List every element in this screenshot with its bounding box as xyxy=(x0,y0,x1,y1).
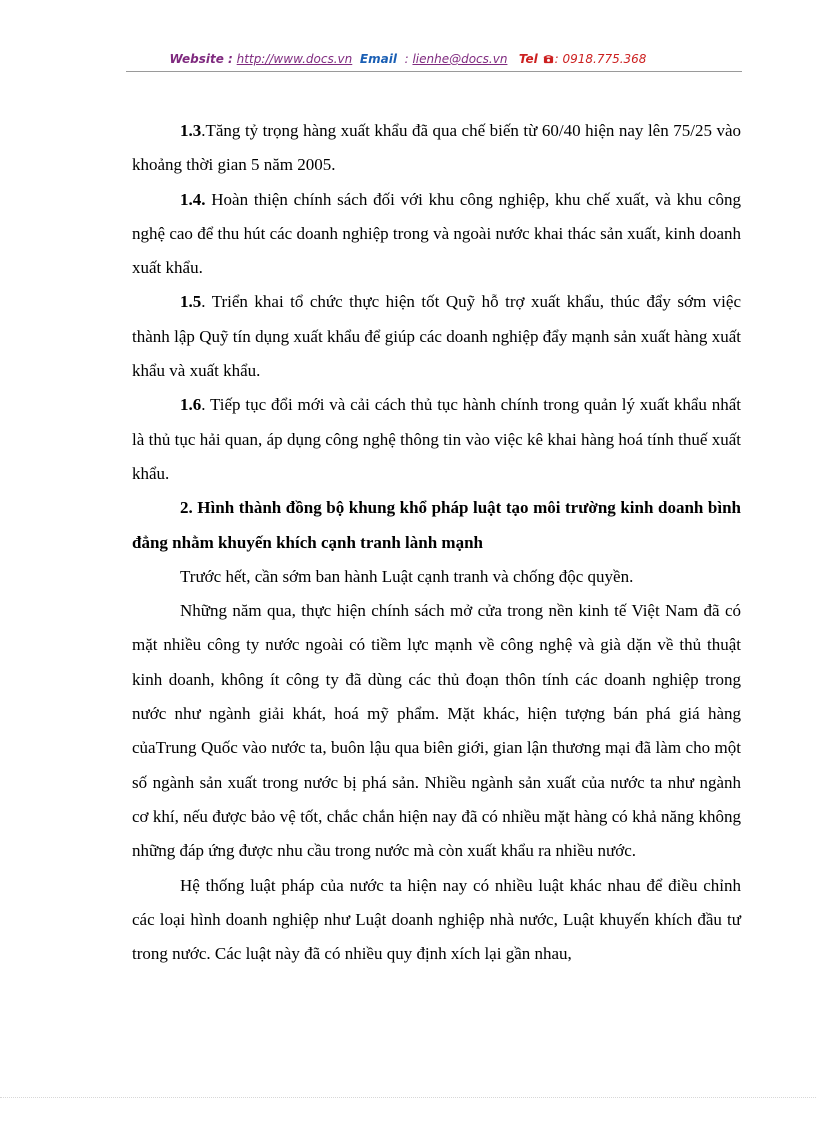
paragraph-1-3 xyxy=(132,114,741,183)
paragraph-text: Hoàn thiện chính sách đối với khu công nghiệp, khu chế xuất, và khu công nghệ cao để thu hút các doanh nghiệp trong và ngoài nước khai thác sản xuất, kinh doanh xuất khẩu. xyxy=(132,189,741,278)
tel-value: : 0918.775.368 xyxy=(554,52,647,66)
body-paragraph: Những năm qua, thực hiện chính sách mở cửa trong nền kinh tế Việt Nam đã có mặt nhiều công ty nước ngoài có tiềm lực mạnh về công nghệ và già dặn về thủ thuật kinh doanh, không ít công ty đã dùng các thủ đoạn thôn tính các doanh nghiệp trong nước như ngành giải khát, hoá mỹ phẩm. Mặt khác, hiện tượng bán phá giá hàng củaTrung Quốc vào nước ta, buôn lậu qua biên giới, gian lận thương mại đã làm cho một số ngành sản xuất trong nước bị phá sản. Nhiều ngành sản xuất của nước ta như ngành cơ khí, nếu được bảo vệ tốt, chắc chắn hiện nay đã có nhiều mặt hàng có khả năng không những đáp ứng được nhu cầu trong nước mà còn xuất khẩu ra nhiều nước. xyxy=(132,601,741,861)
website-label: Website : xyxy=(169,52,233,66)
paragraph-text: . Triển khai tổ chức thực hiện tốt Quỹ hỗ trợ xuất khẩu, thúc đẩy sớm việc thành lập Quỹ tín dụng xuất khẩu để giúp các doanh nghiệp đẩy mạnh sản xuất hàng xuất khẩu và xuất khẩu. xyxy=(132,292,741,381)
footer-divider xyxy=(0,1097,816,1098)
paragraph-text: . Tiếp tục đổi mới và cải cách thủ tục hành chính trong quản lý xuất khẩu nhất là thủ tục hải quan, áp dụng công nghệ thông tin vào việc kê khai hàng hoá tính thuế xuất khẩu. xyxy=(132,395,741,483)
email-link[interactable]: lienhe@docs.vn xyxy=(412,52,508,66)
paragraph-1-6 xyxy=(132,388,741,491)
item-number: 1.5 xyxy=(180,292,202,312)
tel-label: Tel xyxy=(518,52,538,66)
page-header xyxy=(0,49,816,69)
telephone-icon xyxy=(543,50,554,61)
body-paragraph: Trước hết, cần sớm ban hành Luật cạnh tranh và chống độc quyền. xyxy=(180,566,634,586)
document-body xyxy=(132,114,741,971)
email-separator: : xyxy=(404,52,409,66)
paragraph-text: .Tăng tỷ trọng hàng xuất khẩu đã qua chế biến từ 60/40 hiện nay lên 75/25 vào khoảng thời gian 5 năm 2005. xyxy=(132,121,741,175)
email-label: Email xyxy=(359,52,397,66)
item-number: 1.6 xyxy=(180,395,202,415)
website-link[interactable]: http://www.docs.vn xyxy=(236,52,353,66)
section-heading: 2. Hình thành đồng bộ khung khổ pháp luật tạo môi trường kinh doanh bình đẳng nhằm khuyến khích cạnh tranh lành mạnh xyxy=(132,498,741,552)
item-number: 1.4. xyxy=(180,189,206,209)
header-divider xyxy=(126,71,742,72)
body-paragraph: Hệ thống luật pháp của nước ta hiện nay có nhiều luật khác nhau để điều chỉnh các loại hình doanh nghiệp như Luật doanh nghiệp nhà nước, Luật khuyến khích đầu tư trong nước. Các luật này đã có nhiều quy định xích lại gần nhau, xyxy=(132,875,741,964)
paragraph-1-5 xyxy=(132,285,741,388)
paragraph-1-4 xyxy=(132,183,741,286)
item-number: 1.3 xyxy=(180,121,202,140)
